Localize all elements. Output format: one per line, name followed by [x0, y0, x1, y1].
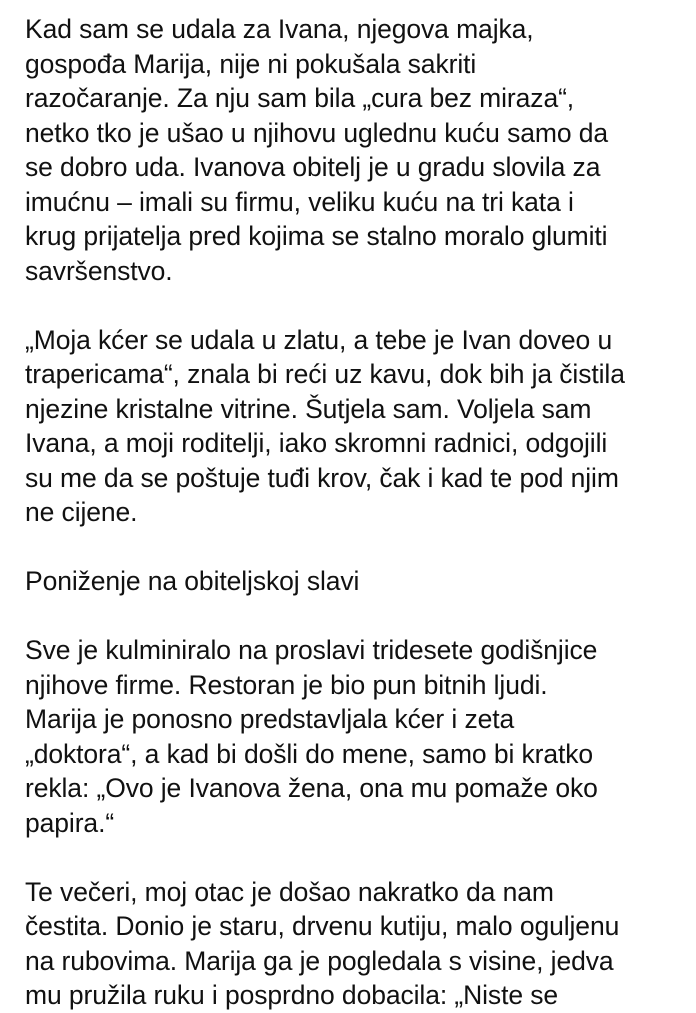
text-line: gospođa Marija, nije ni pokušala sakriti [25, 48, 477, 79]
text-line: Marija je ponosno predstavljala kćer i zeta [25, 704, 515, 734]
paragraph-spacer [25, 530, 693, 565]
text-line: papira.“ [25, 807, 115, 838]
section-heading-text: Poniženje na obiteljskoj slavi [25, 566, 360, 596]
text-line: razočaranje. Za nju sam bila „cura bez miraza“, [25, 83, 575, 113]
text-line: rekla: „Ovo je Ivanova žena, ona mu pomaže oko [25, 773, 598, 803]
paragraph-spacer [25, 840, 693, 875]
paragraph-3 [25, 633, 693, 840]
text-line: ne cijene. [25, 497, 138, 527]
text-line: netko tko je ušao u njihovu uglednu kuću samo da [25, 117, 609, 148]
text-line: njezine kristalne vitrine. Šutjela sam. Voljela sam [25, 393, 592, 424]
text-line: njihove firme. Restoran je bio pun bitnih ljudi. [25, 669, 548, 700]
text-line: se dobro uda. Ivanova obitelj je u gradu slovila za [25, 152, 601, 182]
text-line: Kad sam se udala za Ivana, njegova majka, [25, 14, 534, 44]
section-heading [25, 564, 693, 599]
text-line: imućnu – imali su firmu, veliku kuću na tri kata i [25, 186, 574, 217]
paragraph-spacer [25, 288, 693, 323]
text-line: „doktora“, a kad bi došli do mene, samo bi kratko [25, 738, 594, 769]
text-line: su me da se poštuje tuđi krov, čak i kad te pod njim [25, 462, 619, 493]
paragraph-1 [25, 12, 693, 288]
text-line: trapericama“, znala bi reći uz kavu, dok bih ja čistila [25, 359, 625, 389]
text-line: Te večeri, moj otac je došao nakratko da nam [25, 876, 554, 907]
text-line: čestita. Donio je staru, drvenu kutiju, malo oguljenu [25, 911, 620, 941]
text-line: savršenstvo. [25, 255, 173, 286]
article-body [25, 12, 693, 1013]
text-line: Ivana, a moji roditelji, iako skromni radnici, odgojili [25, 428, 608, 458]
text-line: krug prijatelja pred kojima se stalno moralo glumiti [25, 221, 608, 251]
text-line: mu pružila ruku i posprdno dobacila: „Niste se [25, 980, 559, 1010]
paragraph-2 [25, 323, 693, 530]
text-line: na rubovima. Marija ga je pogledala s visine, jedva [25, 945, 614, 976]
text-line: „Moja kćer se udala u zlatu, a tebe je Ivan doveo u [25, 324, 613, 355]
paragraph-spacer [25, 599, 693, 634]
paragraph-4 [25, 875, 693, 1013]
text-line: Sve je kulminiralo na proslavi tridesete godišnjice [25, 635, 598, 665]
